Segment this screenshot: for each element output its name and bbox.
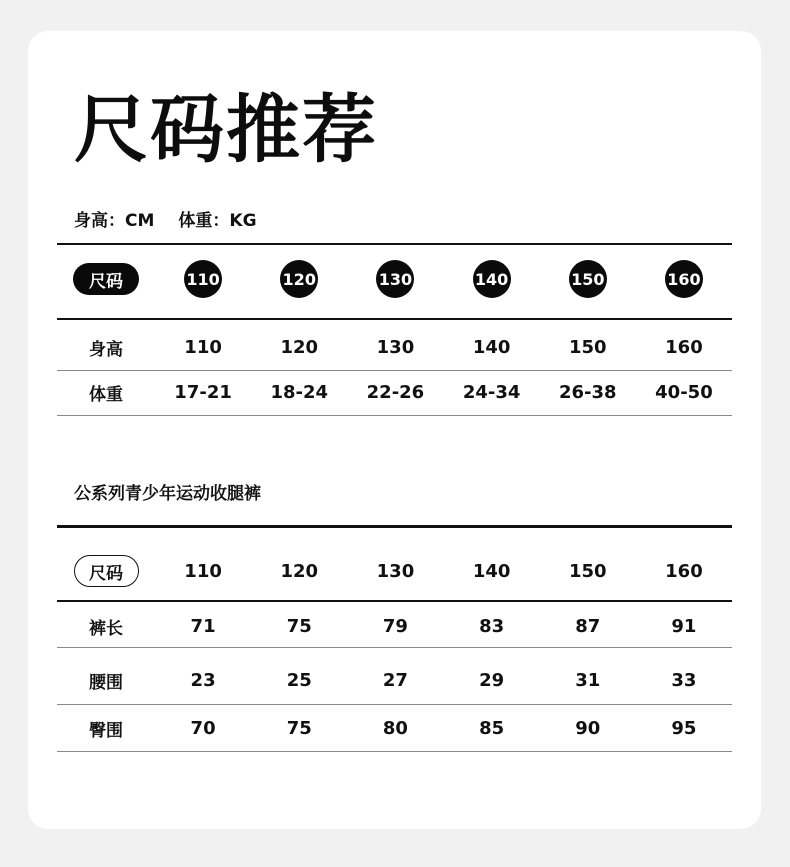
table2-header-rule — [57, 600, 732, 602]
table-cell: 26-38 — [558, 381, 617, 403]
table-cell: 17-21 — [174, 381, 232, 403]
table1-header-rule — [57, 318, 732, 320]
table-cell: 91 — [671, 615, 697, 637]
table2-top-rule — [57, 525, 732, 528]
size-heading-130: 130 — [376, 560, 415, 582]
size-label-pill: 尺码 — [73, 263, 139, 295]
table2-row-divider — [57, 704, 732, 705]
table-row — [57, 376, 732, 408]
table-cell: 90 — [575, 717, 601, 739]
table-cell: 40-50 — [655, 381, 713, 403]
table-cell: 160 — [665, 336, 703, 358]
table-cell: 130 — [376, 336, 415, 358]
size-circle-110: 110 — [184, 260, 222, 298]
row-label-waist: 腰围 — [89, 672, 123, 693]
table-cell: 79 — [382, 615, 408, 637]
units-row — [74, 209, 257, 233]
size-heading-140: 140 — [472, 560, 511, 582]
table1-size-row — [57, 260, 732, 298]
size-heading-160: 160 — [665, 560, 703, 582]
row-label-pants-length: 裤长 — [89, 618, 123, 639]
size-heading-110: 110 — [184, 560, 222, 582]
size-chart-card — [28, 31, 761, 829]
table-cell: 31 — [575, 669, 601, 691]
table-row — [57, 610, 732, 642]
row-label-weight: 体重 — [89, 384, 123, 405]
table-row — [57, 712, 732, 744]
table-row — [57, 331, 732, 363]
table-cell: 75 — [286, 717, 312, 739]
size-circle-130: 130 — [376, 260, 414, 298]
table-cell: 18-24 — [270, 381, 329, 403]
table-cell: 120 — [280, 336, 319, 358]
table-cell: 25 — [286, 669, 312, 691]
table-cell: 75 — [286, 615, 312, 637]
table-cell: 24-34 — [462, 381, 521, 403]
table-cell: 87 — [575, 615, 601, 637]
table-cell: 83 — [479, 615, 505, 637]
row-label-height: 身高 — [89, 339, 123, 360]
table-cell: 27 — [382, 669, 408, 691]
table1-row-divider — [57, 370, 732, 371]
table-cell: 95 — [671, 717, 697, 739]
table1-top-rule — [57, 243, 732, 245]
table1-bottom-rule — [57, 415, 732, 416]
weight-unit-label: 体重：KG — [178, 211, 257, 231]
table-cell: 140 — [472, 336, 511, 358]
table-cell: 110 — [184, 336, 222, 358]
page-title: 尺码推荐 — [74, 87, 378, 173]
size-circle-120: 120 — [280, 260, 318, 298]
table-cell: 71 — [190, 615, 216, 637]
table-cell: 85 — [479, 717, 505, 739]
size-circle-150: 150 — [569, 260, 607, 298]
size-heading-150: 150 — [568, 560, 607, 582]
table-cell: 22-26 — [366, 381, 425, 403]
table-cell: 150 — [568, 336, 607, 358]
table-cell: 70 — [190, 717, 216, 739]
row-label-hip: 臀围 — [89, 720, 123, 741]
size-circle-140: 140 — [473, 260, 511, 298]
table-cell: 29 — [479, 669, 505, 691]
table-row — [57, 664, 732, 696]
table2-row-divider — [57, 647, 732, 648]
size-circle-160: 160 — [665, 260, 703, 298]
size-label-pill: 尺码 — [74, 555, 139, 587]
size-heading-120: 120 — [280, 560, 319, 582]
table2-bottom-rule — [57, 751, 732, 752]
table-cell: 80 — [382, 717, 408, 739]
product-name: 公系列青少年运动收腿裤 — [74, 484, 261, 504]
table2-size-row — [57, 553, 732, 589]
table-cell: 33 — [671, 669, 697, 691]
table-cell: 23 — [190, 669, 216, 691]
height-unit-label: 身高：CM — [74, 211, 155, 231]
